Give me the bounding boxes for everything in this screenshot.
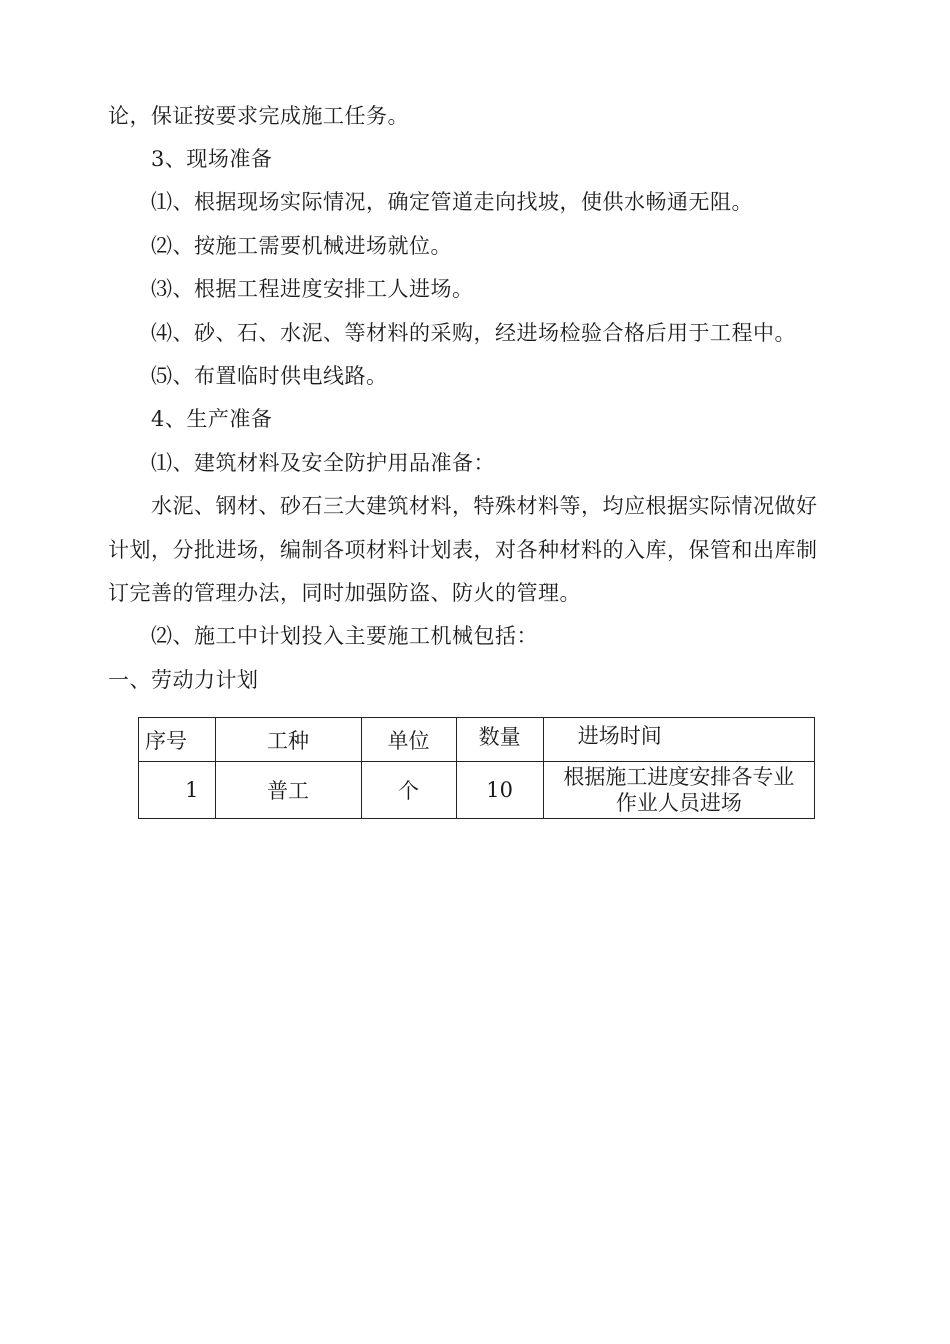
- list-item: ⑵、按施工需要机械进场就位。: [151, 234, 452, 258]
- body-paragraph-line: 水泥、钢材、砂石三大建筑材料，特殊材料等，均应根据实际情况做好: [151, 494, 818, 518]
- cell-qty: 10: [456, 762, 543, 819]
- list-item: ⑵、施工中计划投入主要施工机械包括：: [151, 624, 538, 648]
- list-item: ⑴、根据现场实际情况，确定管道走向找坡，使供水畅通无阻。: [151, 190, 753, 214]
- table-row: [139, 762, 815, 819]
- list-item: ⑷、砂、石、水泥、等材料的采购，经进场检验合格后用于工程中。: [151, 321, 796, 345]
- column-header-trade: 工种: [215, 718, 361, 762]
- list-item: ⑴、建筑材料及安全防护用品准备：: [151, 451, 495, 475]
- table-header-row: [139, 718, 815, 762]
- section-heading-labor-plan: 一、劳动力计划: [108, 668, 259, 692]
- cell-no: 1: [139, 762, 216, 819]
- column-header-entry-time: 进场时间: [543, 713, 814, 757]
- list-item: ⑸、布置临时供电线路。: [151, 364, 388, 388]
- paragraph-continuation: 论，保证按要求完成施工任务。: [108, 104, 409, 128]
- cell-entry-time-line1: 根据施工进度安排各专业: [563, 765, 795, 789]
- cell-entry-time-line2: 作业人员进场: [615, 791, 742, 815]
- column-header-no: 序号: [139, 718, 216, 762]
- cell-entry-time: [543, 762, 814, 819]
- labor-plan-table: [138, 717, 815, 819]
- section-heading-site-prep: 3、现场准备: [151, 147, 273, 171]
- cell-trade: 普工: [215, 762, 361, 819]
- body-paragraph-line: 计划，分批进场，编制各项材料计划表，对各种材料的入库，保管和出库制: [108, 538, 818, 562]
- column-header-qty-label: 数量: [478, 724, 521, 749]
- list-item: ⑶、根据工程进度安排工人进场。: [151, 277, 474, 301]
- column-header-qty: [456, 718, 543, 762]
- column-header-unit: 单位: [361, 718, 456, 762]
- cell-unit: 个: [361, 762, 456, 819]
- body-paragraph-line: 订完善的管理办法，同时加强防盗、防火的管理。: [108, 581, 581, 605]
- section-heading-production-prep: 4、生产准备: [151, 407, 273, 431]
